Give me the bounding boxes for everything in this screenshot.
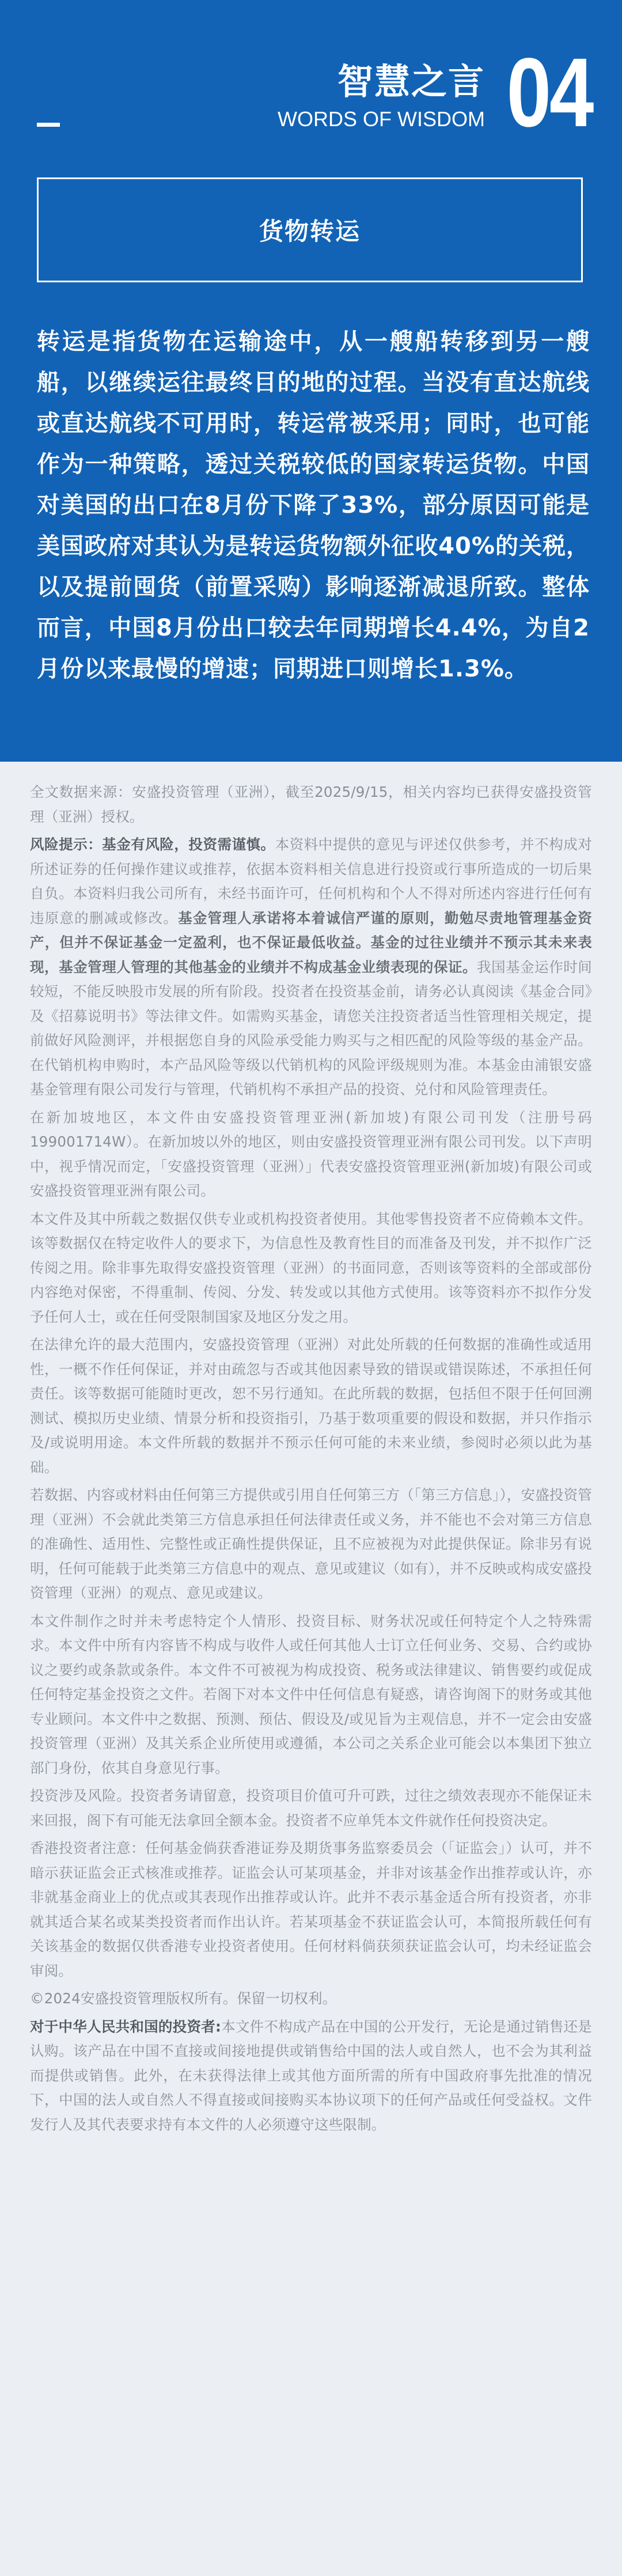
risk-warning-text-2: 我国基金运作时间较短，不能反映股市发展的所有阶段。投资者在投资基金前，请务必认真阅读《基金合同》及《招募说明书》等法律文件。如需购买基金，请您关注投资者适当性管理相关规定，提前做好风险测评，并根据您自身的风险承受能力购买与之相匹配的风险等级的基金产品。在代销机构申购时，本产品风险等级以代销机构的风险评级规则为准。本基金由浦银安盛基金管理有限公司发行与管理，代销机构不承担产品的投资、兑付和风险管理责任。 [30, 958, 592, 1098]
china-investor-label: 对于中华人民共和国的投资者: [30, 2018, 221, 2035]
hero-banner [0, 0, 622, 762]
risk-warning-text-1: 本资料中提供的意见与评述仅供参考，并不构成对所述证券的任何操作建议或推荐，依据本资料相关信息进行投资或行事所造成的一切后果自负。本资料归我公司所有，未经书面许可，任何机构和个人不得对所述内容进行任何有违原意的删减或修改。 [30, 836, 592, 926]
singapore-notice: 在新加坡地区，本文件由安盛投资管理亚洲(新加坡)有限公司刊发（注册号码 199001714W）。在新加坡以外的地区，则由安盛投资管理亚洲有限公司刊发。以下声明中，视乎情况而定，「安盛投资管理（亚洲）」代表安盛投资管理亚洲(新加坡)有限公司或安盛投资管理亚洲有限公司。 [30, 1109, 592, 1199]
article-body: 转运是指货物在运输途中，从一艘船转移到另一艘船，以继续运往最终目的地的过程。当没有直达航线或直达航线不可用时，转运常被采用；同时，也可能作为一种策略，透过关税较低的国家转运货物。中国对美国的出口在8月份下降了33%，部分原因可能是美国政府对其认为是转运货物额外征收40%的关税，以及提前囤货（前置采购）影响逐渐减退所致。整体而言，中国8月份出口较去年同期增长4.4%，为自2月份以来最慢的增速；同期进口则增长1.3%。 [37, 328, 590, 682]
risk-warning-emphasis: 基金管理人承诺将本着诚信严谨的原则，勤勉尽责地管理基金资产，但并不保证基金一定盈利，也不保证最低收益。基金的过往业绩并不预示其未来表现，基金管理人管理的其他基金的业绩并不构成基金业绩表现的保证。 [30, 909, 592, 975]
investment-risk-notice: 投资涉及风险。投资者务请留意，投资项目价值可升可跌，过往之绩效表现亦不能保证未来回报，阁下有可能无法拿回全额本金。投资者不应单凭本文件就作任何投资决定。 [30, 1787, 592, 1829]
data-source-note: 全文数据来源：安盛投资管理（亚洲），截至2025/9/15，相关内容均已获得安盛投资管理（亚洲）授权。 [30, 784, 592, 825]
china-investor-text: 本文件不构成产品在中国的公开发行，无论是通过销售还是认购。该产品在中国不直接或间接地提供或销售给中国的法人或自然人，也不会为其利益而提供或销售。此外，在未获得法律上或其他方面所需的所有中国政府事先批准的情况下，中国的法人或自然人不得直接或间接购买本协议项下的任何产品或任何受益权。文件发行人及其代表要求持有本文件的人必须遵守这些限制。 [30, 2018, 592, 2133]
personal-needs-notice: 本文件制作之时并未考虑特定个人情形、投资目标、财务状况或任何特定个人之特殊需求。本文件中所有内容皆不构成与收件人或任何其他人士订立任何业务、交易、合约或协议之要约或条款或条件。本文件不可被视为构成投资、税务或法律建议、销售要约或促成任何特定基金投资之文件。若阁下对本文件中任何信息有疑惑，请咨询阁下的财务或其他专业顾问。本文件中之数据、预测、预估、假设及/或见旨为主观信息，并不一定会由安盛投资管理（亚洲）及其关系企业所使用或遵循，本公司之关系企业可能会以本集团下独立部门身份，依其自身意见行事。 [30, 1612, 592, 1776]
section-title-cn: 智慧之言 [337, 60, 485, 103]
section-title-en: WORDS OF WISDOM [278, 107, 485, 131]
copyright-notice: ©2024安盛投资管理版权所有。保留一切权利。 [30, 1990, 337, 2007]
risk-warning [30, 833, 592, 1102]
topic-title: 货物转运 [259, 217, 361, 245]
topic-title-box [37, 177, 583, 282]
third-party-notice: 若数据、内容或材料由任何第三方提供或引用自任何第三方（「第三方信息」），安盛投资管理（亚洲）不会就此类第三方信息承担任何法律责任或义务，并不能也不会对第三方信息的准确性、适用性、完整性或正确性提供保证，且不应被视为对此提供保证。除非另有说明，任何可能载于此类第三方信息中的观点、意见或建议（如有），并不反映或构成安盛投资管理（亚洲）的观点、意见或建议。 [30, 1486, 592, 1601]
issue-number: 04 [506, 38, 592, 147]
hong-kong-notice: 香港投资者注意：任何基金倘获香港证券及期货事务监察委员会（「证监会」）认可，并不暗示获证监会正式核准或推荐。证监会认可某项基金，并非对该基金作出推荐或认许，亦非就基金商业上的优点或其表现作出推荐或认许。此并不表示基金适合所有投资者，亦非就其适合某名或某类投资者而作出认许。若某项基金不获证监会认可，本简报所载任何有关该基金的数据仅供香港专业投资者使用。任何材料倘获须获证监会认可，均未经证监会审阅。 [30, 1840, 592, 1979]
china-investor-notice [30, 2015, 592, 2138]
decorative-dash [37, 123, 60, 127]
risk-warning-label: 风险提示：基金有风险，投资需谨慎。 [30, 836, 275, 853]
disclaimer-text [30, 780, 592, 2140]
accuracy-notice: 在法律允许的最大范围内，安盛投资管理（亚洲）对此处所载的任何数据的准确性或适用性，一概不作任何保证，并对由疏忽与否或其他因素导致的错误或错误陈述，不承担任何责任。该等数据可能随时更改，恕不另行通知。在此所载的数据，包括但不限于任何回溯测试、模拟历史业绩、情景分析和投资指引，乃基于数项重要的假设和数据，并只作指示及/或说明用途。本文件所载的数据并不预示任何可能的未来业绩，参阅时必须以此为基础。 [30, 1336, 592, 1476]
professional-use-notice: 本文件及其中所载之数据仅供专业或机构投资者使用。其他零售投资者不应倚赖本文件。该等数据仅在特定收件人的要求下，为信息性及教育性目的而准备及刊发，并不拟作广泛传阅之用。除非事先取得安盛投资管理（亚洲）的书面同意，否则该等资料的全部或部份内容绝对保密，不得重制、传阅、分发、转发或以其他方式使用。该等资料亦不拟作分发予任何人士，或在任何受限制国家及地区分发之用。 [30, 1210, 592, 1325]
